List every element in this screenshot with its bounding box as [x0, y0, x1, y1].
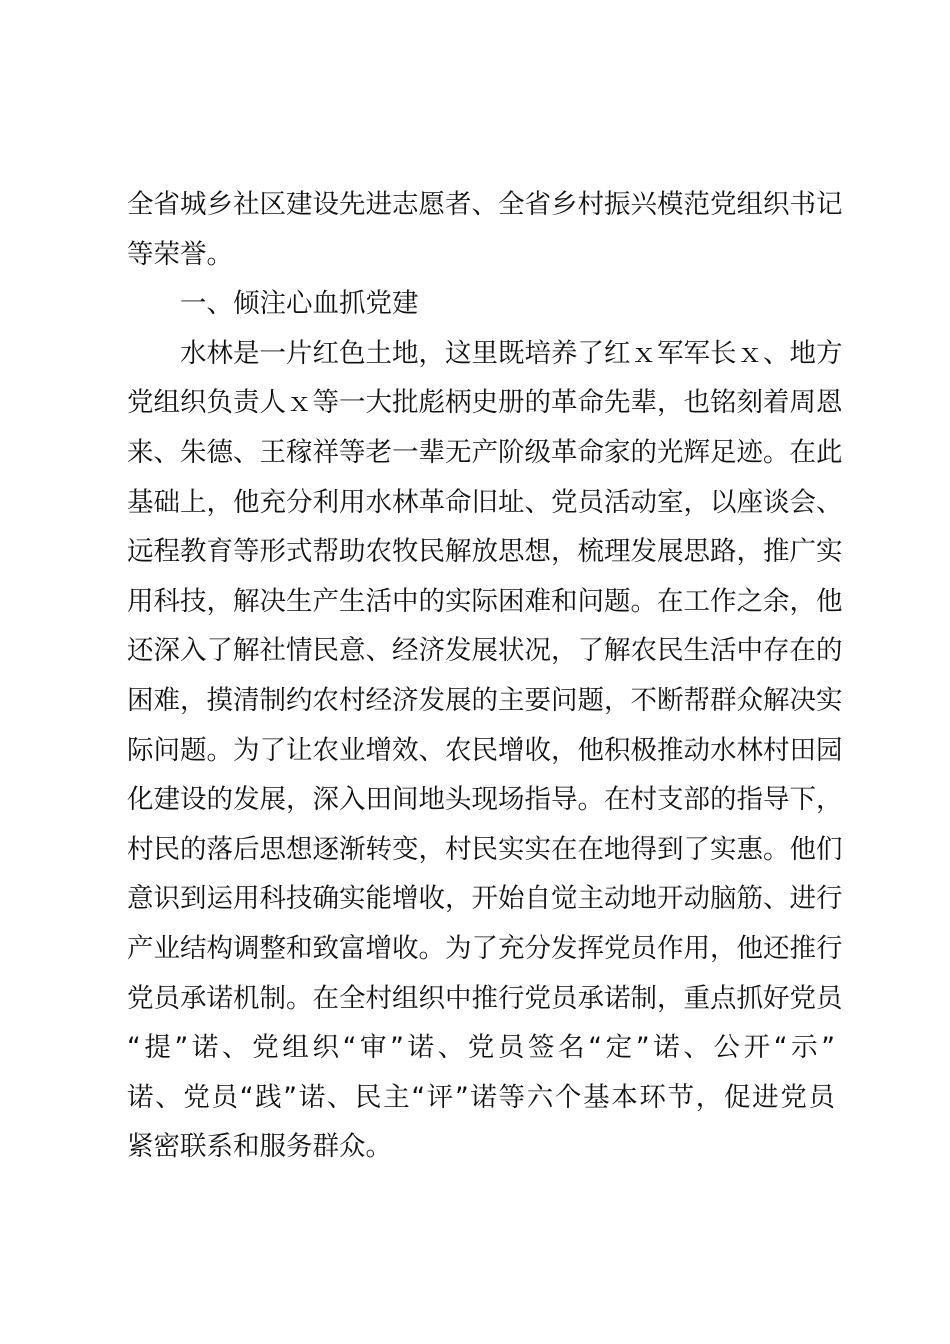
- paragraph-line-14: 党员承诺机制。在全村组织中推行党员承诺制，重点抓好党员: [127, 982, 843, 1014]
- paragraph-line-13: 产业结构调整和致富增收。为了充分发挥党员作用，他还推行: [127, 932, 843, 964]
- paragraph-line-1: 水林是一片红色土地，这里既培养了红ｘ军军长ｘ、地方: [180, 337, 843, 369]
- intro-line-2: 等荣誉。: [127, 238, 233, 270]
- section-heading: 一、倾注心血抓党建: [180, 288, 419, 320]
- paragraph-line-3: 来、朱德、王稼祥等老一辈无产阶级革命家的光辉足迹。在此: [127, 436, 843, 468]
- paragraph-line-4: 基础上，他充分利用水林革命旧址、党员活动室，以座谈会、: [127, 486, 843, 518]
- paragraph-line-6: 用科技，解决生产生活中的实际困难和问题。在工作之余，他: [127, 585, 843, 617]
- document-body: [127, 180, 843, 1172]
- paragraph-line-2: 党组织负责人ｘ等一大批彪柄史册的革命先辈，也铭刻着周恩: [127, 387, 843, 419]
- paragraph-line-8: 困难，摸清制约农村经济发展的主要问题，不断帮群众解决实: [127, 684, 843, 716]
- paragraph-line-12: 意识到运用科技确实能增收，开始自觉主动地开动脑筋、进行: [127, 883, 843, 915]
- intro-line-1: 全省城乡社区建设先进志愿者、全省乡村振兴模范党组织书记: [127, 189, 843, 220]
- paragraph-line-5: 远程教育等形式帮助农牧民解放思想，梳理发展思路，推广实: [127, 536, 843, 568]
- paragraph-line-11: 村民的落后思想逐渐转变，村民实实在在地得到了实惠。他们: [127, 833, 843, 865]
- paragraph-line-9: 际问题。为了让农业增效、农民增收，他积极推动水林村田园: [127, 734, 843, 766]
- paragraph-line-10: 化建设的发展，深入田间地头现场指导。在村支部的指导下，: [127, 784, 843, 816]
- paragraph-line-7: 还深入了解社情民意、经济发展状况，了解农民生活中存在的: [127, 635, 843, 667]
- paragraph-line-15: “提”诺、党组织“审”诺、党员签名“定”诺、公开“示”: [127, 1032, 835, 1064]
- paragraph-line-17: 紧密联系和服务群众。: [127, 1131, 392, 1163]
- paragraph-line-16: 诺、党员“践”诺、民主“评”诺等六个基本环节，促进党员: [127, 1081, 835, 1113]
